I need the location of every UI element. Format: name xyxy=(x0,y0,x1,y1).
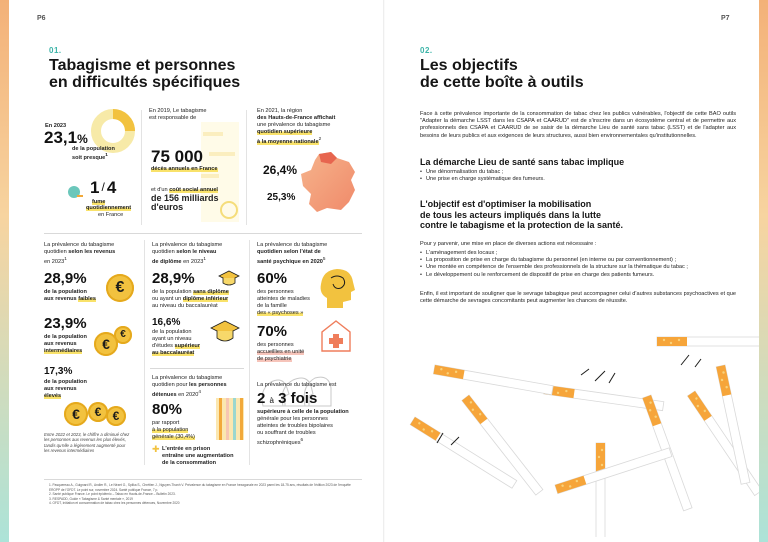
title-line-1: Tabagisme et personnes xyxy=(49,57,236,74)
income-note-line1: Entre 2022 et 2023, le chiffre a diminué chez xyxy=(44,432,130,437)
euro-coin-icon: € xyxy=(88,402,108,422)
stat2-line4: et d'un coût social annuel xyxy=(151,187,218,193)
mental-intro2: quotidien selon l'état de xyxy=(257,249,321,255)
stat1-line2-text: soit presque xyxy=(72,154,106,161)
divider-card1-card2 xyxy=(141,110,142,225)
mental-row3-l1: supérieure à celle de la population xyxy=(257,409,349,415)
diploma-row1-l1: de la population sans diplôme xyxy=(152,289,229,295)
diploma-row2-l1: de la population xyxy=(152,329,192,335)
prison-l3: générale (30,4%) xyxy=(152,434,195,440)
euro-coin-icon: € xyxy=(106,274,134,302)
stat3-line1: En 2021, la région xyxy=(257,108,303,114)
mental-row1-l1: des personnes xyxy=(257,289,294,295)
stat1-line1: de la population xyxy=(72,146,115,152)
divider-row1 xyxy=(44,233,362,234)
cigarette xyxy=(410,417,517,488)
euro-coin-icon: € xyxy=(106,406,126,426)
cigarette xyxy=(555,448,672,494)
stat3-line3: une prévalence du tabagisme xyxy=(257,122,331,128)
prison-bars-icon xyxy=(216,398,244,440)
title-line-1: Les objectifs xyxy=(420,57,518,74)
stat1-number: 23,1 xyxy=(44,128,78,147)
mental-row2-l3: de psychiatrie xyxy=(257,356,292,362)
title-line-2: de cette boîte à outils xyxy=(420,74,584,91)
section-number-right: 02. xyxy=(420,46,433,55)
stat2-line5: de 156 milliards xyxy=(151,193,219,203)
mental-row3-l2: générale pour les personnes xyxy=(257,416,328,422)
page-number-right: P7 xyxy=(721,15,730,22)
income-row1-l2: aux revenus faibles xyxy=(44,296,96,302)
page-number-left: P6 xyxy=(37,15,46,22)
left-edge-gradient xyxy=(0,0,9,542)
mental-row1-l3: de la famille xyxy=(257,303,287,309)
mental-intro1: La prévalence du tabagisme xyxy=(257,242,328,248)
stat1-sup: 1 xyxy=(105,152,108,157)
divider-footnotes xyxy=(44,479,362,480)
stat3-value-region: 26,4% xyxy=(263,163,298,177)
stat-card-prevalence-2023 xyxy=(42,106,138,228)
donut-quarter-segment xyxy=(113,114,130,131)
actions-list xyxy=(420,250,736,279)
center-gutter xyxy=(383,0,385,542)
footnote-3: 3. RESPADD, Guide « Tabagisme & Santé mentale », 2019 xyxy=(49,496,133,501)
diploma-intro2: quotidien selon le niveau xyxy=(152,249,217,255)
prison-l6: de la consommation xyxy=(162,460,217,466)
stat1-prefix: En 2023 xyxy=(45,123,67,129)
stat1b-line2: quotidiennement xyxy=(86,205,132,211)
cigarette xyxy=(596,443,605,537)
income-note-line4: les revenus intermédiaires xyxy=(44,448,95,454)
diploma-intro3: de diplôme en 2023$^1$ xyxy=(152,256,206,265)
section-number-left: 01. xyxy=(49,46,62,55)
footnote-2: 2. Santé publique France. Le point épidémio – Tabac en Hauts-de-France – Bulletin 2023. xyxy=(49,492,176,497)
cigarette xyxy=(657,337,759,346)
prison-l5: entraîne une augmentation xyxy=(162,453,234,459)
page-title-left xyxy=(49,57,240,91)
actions-intro: Pour y parvenir, une mise en place de diverses actions est nécessaire : xyxy=(420,241,597,247)
stat2-line6: d'euros xyxy=(151,202,184,212)
income-row3-l3: élevés xyxy=(44,393,62,399)
stat1-line2 xyxy=(72,152,108,161)
france-map-icon xyxy=(297,150,359,214)
mental-row3-intro: La prévalence du tabagisme est xyxy=(257,382,337,388)
graduation-cap-icon xyxy=(218,270,240,288)
stat2-line1: En 2019, Le tabagisme xyxy=(149,108,207,114)
conclusion-paragraph: Enfin, il est important de souligner que le sevrage tabagique peut accompagner celui d'autres substances psychoactives et que cette démarche de sevrages concomitants peut augmenter les chances de réussite. xyxy=(420,291,736,305)
income-row1-value: 28,9% xyxy=(44,270,87,287)
mental-row3-l3: atteintes de troubles bipolaires xyxy=(257,423,333,429)
income-intro1: La prévalence du tabagisme xyxy=(44,242,115,248)
footnotes xyxy=(49,483,361,506)
cigarette xyxy=(433,365,553,395)
prison-intro3: détenues en 2020$^4$ xyxy=(152,389,201,398)
euro-coin-icon: € xyxy=(94,332,118,356)
income-intro3: en 2023$^1$ xyxy=(44,256,67,265)
stat1-unit: % xyxy=(77,132,88,146)
stat2-value: 75 000 xyxy=(151,147,203,166)
income-note-line3: tandis qu'elle a légèrement augmenté pour xyxy=(44,442,126,448)
diploma-row1-value: 28,9% xyxy=(152,270,195,287)
stat1b-value-a: 1 xyxy=(90,178,100,197)
income-row2-l1: de la population xyxy=(44,334,87,340)
list-item: • Le développement ou le renforcement de dispositif de prise en charge des patients fumeurs. xyxy=(420,272,736,279)
intro-paragraph: Face à cette prévalence importante de la consommation de tabac chez les publics vulnérables, l'objectif de cette BAO outils "Adapter la démarche LSST dans les CSAPA et CAARUD" est de s'inscrire dans un écosystème central et de permettre aux professionnels des CSAPA et CAARUD de se saisir de la démarche Lieu de santé sans tabac (LSST) et de l'adapter aux besoins de leurs publics et aux exigences de leurs structures, aussi bien environnementales qu'institutionnelles. xyxy=(420,111,736,139)
income-intro2: quotidien selon les revenus xyxy=(44,249,116,255)
lsst-list xyxy=(420,169,736,183)
euro-coin-icon: € xyxy=(114,326,132,344)
list-item: • L'aménagement des locaux ; xyxy=(420,250,736,257)
stat-card-deaths xyxy=(149,106,241,228)
cigarettes-illustration xyxy=(395,325,759,537)
head-profile-icon xyxy=(317,266,357,310)
prison-intro2: quotidien pour les personnes xyxy=(152,382,227,388)
prison-intro1: La prévalence du tabagisme xyxy=(152,375,223,381)
diploma-row2-l4: au baccalauréat xyxy=(152,350,195,356)
mental-intro3: santé psychique en 2020$^5$ xyxy=(257,256,326,265)
diploma-row1-l2: ou ayant un diplôme inférieur xyxy=(152,296,229,302)
diploma-column xyxy=(152,240,244,365)
income-row2-l2: aux revenus xyxy=(44,341,77,347)
stat-card-region xyxy=(257,106,363,228)
list-item: • Une montée en compétence de l'ensemble des professionnels de la structure sur la thématique du tabac ; xyxy=(420,264,736,271)
subheading-lsst: La démarche Lieu de santé sans tabac implique xyxy=(420,157,625,167)
fraction-slash: / xyxy=(101,180,105,194)
diploma-row2-l3: d'études supérieur xyxy=(152,343,201,349)
stat1b-line1: fume xyxy=(92,199,106,205)
mental-row3-l4: ou souffrant de troubles xyxy=(257,430,316,436)
stat2-line2: est responsable de xyxy=(149,115,197,121)
income-row1-l1: de la population xyxy=(44,289,87,295)
smoker-head-icon xyxy=(66,184,84,202)
mental-row3-l5: schizophréniques$^6$ xyxy=(257,437,304,446)
plus-icon: ✚ xyxy=(152,444,160,454)
income-note xyxy=(44,432,129,454)
stat3-line4: quotidien supérieure xyxy=(257,129,313,135)
list-item: • La proposition de prise en charge du tabagisme du personnel (en interne ou par conventionnement) ; xyxy=(420,257,736,264)
income-column xyxy=(44,240,140,470)
stat1b-line3: en France xyxy=(98,212,124,218)
right-edge-gradient xyxy=(759,0,768,542)
income-row2-value: 23,9% xyxy=(44,315,87,332)
stat1b-value-b: 4 xyxy=(106,178,117,197)
divider-diploma-prison xyxy=(150,368,244,369)
diploma-row1-l3: au niveau du baccalauréat xyxy=(152,303,218,309)
income-row3-l1: de la population xyxy=(44,379,87,385)
divider-card2-card3 xyxy=(246,110,247,225)
prison-card xyxy=(152,374,246,470)
prison-value: 80% xyxy=(152,401,183,418)
mental-row1-l4: des « psychoses » xyxy=(257,310,304,316)
euro-coin-icon: € xyxy=(64,402,88,426)
prison-l1: par rapport xyxy=(152,420,180,426)
prison-l4: L'entrée en prison xyxy=(162,446,211,452)
hospital-house-icon xyxy=(321,320,351,352)
mental-row1-value: 60% xyxy=(257,270,288,287)
stat1b-fraction xyxy=(90,179,116,198)
stat2-line3: décès annuels en France xyxy=(151,166,218,172)
stat3-value-national: 25,3% xyxy=(267,192,296,203)
income-row2-l3: intermédiaires xyxy=(44,348,83,354)
mental-health-column xyxy=(257,240,363,470)
mental-row2-l1: des personnes xyxy=(257,342,294,348)
income-row3-value: 17,3% xyxy=(44,366,73,377)
footnote-1: 1. Pasquereau A., Guignard R., Andler R., Le Nézet O., Spilka S., Chrétien J., Nguyen-Thanh V. Prévalence du tabagisme en France hexagonale en 2023 parmi les 18-75 ans, résultats de l'édition 2023 de l'enquête EROPP de l'OFDT. Le point sur, novembre 2024. Santé publique France, 7 p. xyxy=(49,483,351,492)
diploma-row2-l2: ayant un niveau xyxy=(152,336,192,342)
income-row3-l2: aux revenus xyxy=(44,386,77,392)
divider-diploma-mental xyxy=(249,240,250,465)
stat3-line2: des Hauts-de-France affichait xyxy=(257,115,336,121)
footnote-4: 4. OFDT, Initiation et consommation de tabac chez les personnes détenues, Novembre 2020 xyxy=(49,501,180,506)
page-title-right xyxy=(420,57,584,91)
list-item: • Une dénormalisation du tabac ; xyxy=(420,169,736,176)
cigarette xyxy=(716,365,750,484)
mental-row3-value: 2 à 3 fois xyxy=(257,390,318,407)
title-line-2: en difficultés spécifiques xyxy=(49,74,241,91)
stat3-line5: à la moyenne nationale$^2$ xyxy=(257,136,322,145)
subheading-objective xyxy=(420,199,736,231)
list-item: • Une prise en charge systématique des fumeurs. xyxy=(420,176,736,183)
mental-row1-l2: atteintes de maladies xyxy=(257,296,310,302)
diploma-row2-value: 16,6% xyxy=(152,317,181,328)
graduation-cap-large-icon xyxy=(210,320,240,346)
mental-row2-l2: accueillies en unité xyxy=(257,349,305,355)
objective-line-1: L'objectif est d'optimiser la mobilisation xyxy=(420,199,592,209)
mental-row2-value: 70% xyxy=(257,323,288,340)
objective-line-3: contre le tabagisme et la protection de la santé. xyxy=(420,220,624,230)
prison-l2: à la population xyxy=(152,427,189,433)
objective-line-2: de tous les acteurs impliqués dans la lutte xyxy=(420,209,602,220)
divider-income-diploma xyxy=(144,240,145,465)
income-note-line2: les personnes aux revenus les plus élevés, xyxy=(44,437,126,443)
diploma-intro1: La prévalence du tabagisme xyxy=(152,242,223,248)
